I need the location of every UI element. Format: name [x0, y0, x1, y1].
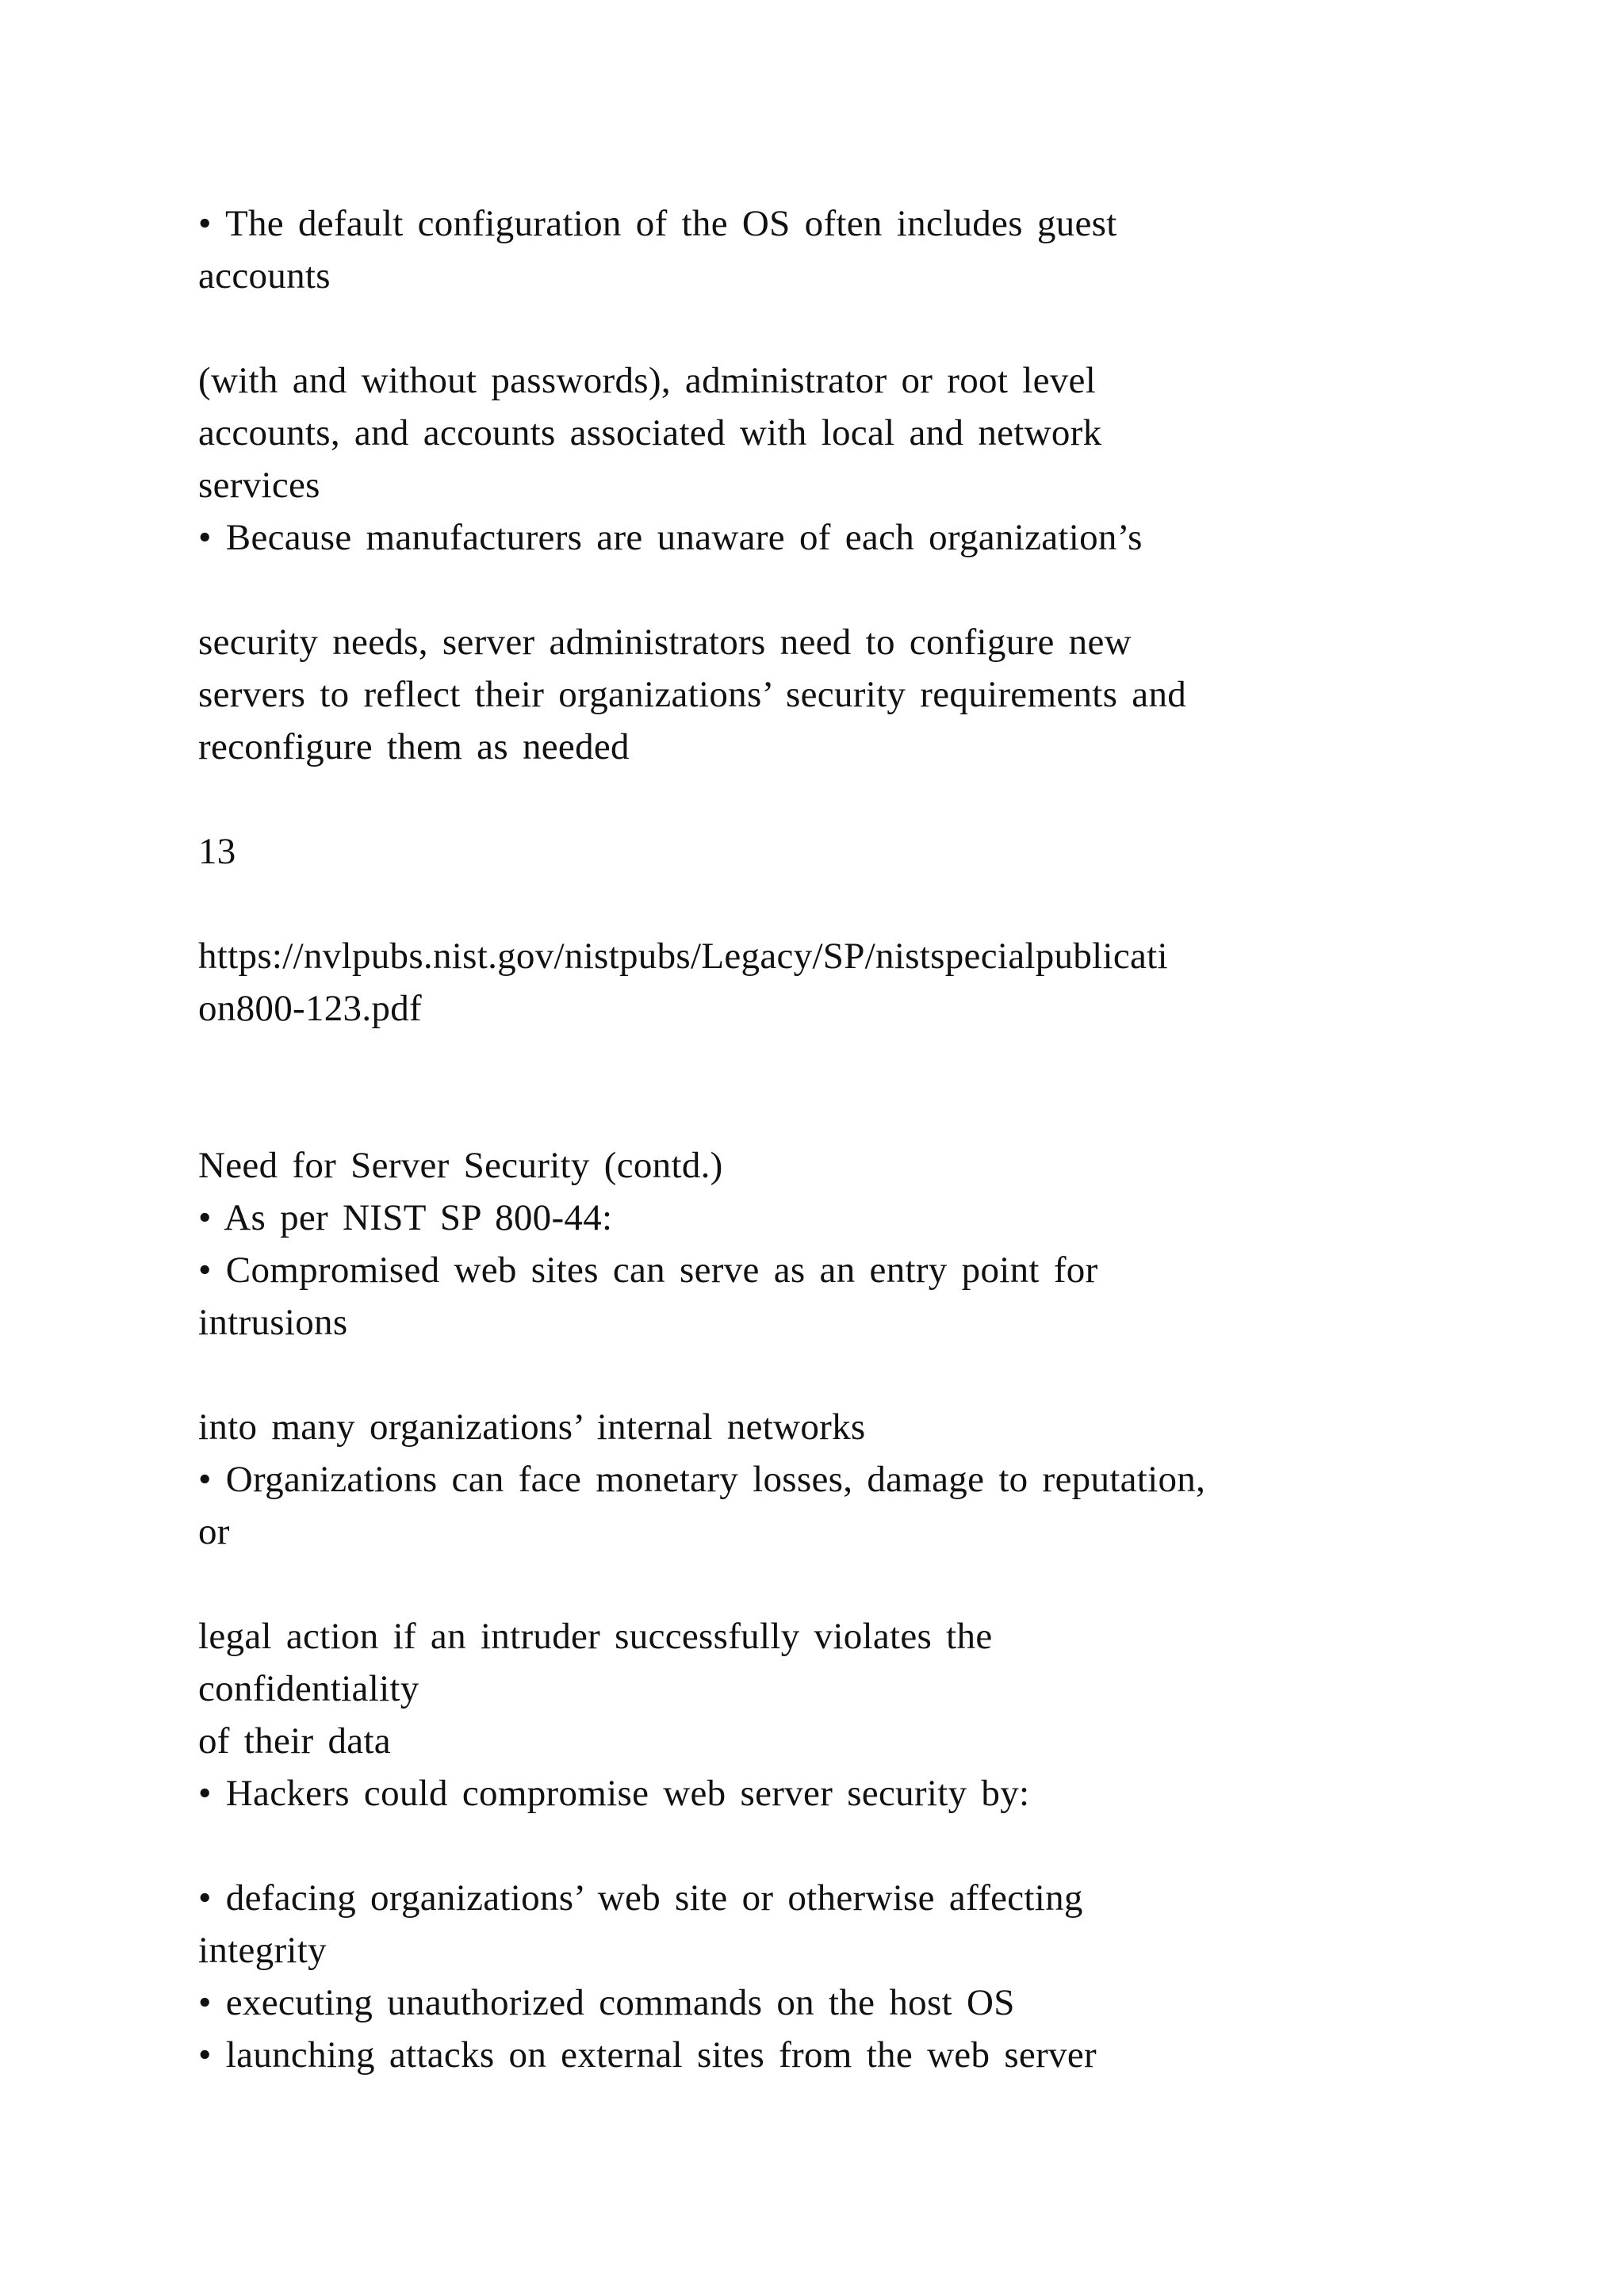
text-line: legal action if an intruder successfully violates the: [198, 1616, 993, 1657]
text-line: • defacing organizations’ web site or otherwise affecting: [198, 1877, 1083, 1919]
text-line: accounts, and accounts associated with local and network: [198, 412, 1102, 453]
text-line: of their data: [198, 1720, 391, 1762]
text-line: into many organizations’ internal networks: [198, 1406, 866, 1448]
text-line: confidentiality: [198, 1668, 419, 1709]
text-line: or: [198, 1511, 230, 1552]
reference-url: on800-123.pdf: [198, 988, 422, 1029]
text-line: security needs, server administrators need to configure new: [198, 622, 1132, 663]
text-line: • Because manufacturers are unaware of each organization’s: [198, 517, 1143, 558]
text-line: • Compromised web sites can serve as an entry point for: [198, 1249, 1098, 1291]
text-line: servers to reflect their organizations’ security requirements and: [198, 674, 1187, 715]
text-line: accounts: [198, 255, 331, 297]
text-line: reconfigure them as needed: [198, 726, 630, 767]
text-line: intrusions: [198, 1302, 348, 1343]
text-line: • Organizations can face monetary losses, damage to reputation,: [198, 1459, 1206, 1500]
text-line: • Hackers could compromise web server security by:: [198, 1773, 1030, 1814]
text-line: services: [198, 465, 320, 506]
section-heading: Need for Server Security (contd.): [198, 1145, 723, 1186]
page-number: 13: [198, 831, 236, 872]
text-line: • executing unauthorized commands on the host OS: [198, 1982, 1015, 2023]
text-line: • launching attacks on external sites from the web server: [198, 2034, 1097, 2076]
text-line: integrity: [198, 1930, 327, 1971]
reference-url: https://nvlpubs.nist.gov/nistpubs/Legacy/SP/nistspecialpublicati: [198, 936, 1168, 977]
text-line: • The default configuration of the OS often includes guest: [198, 203, 1117, 244]
text-line: • As per NIST SP 800-44:: [198, 1197, 613, 1238]
text-line: (with and without passwords), administrator or root level: [198, 360, 1097, 401]
